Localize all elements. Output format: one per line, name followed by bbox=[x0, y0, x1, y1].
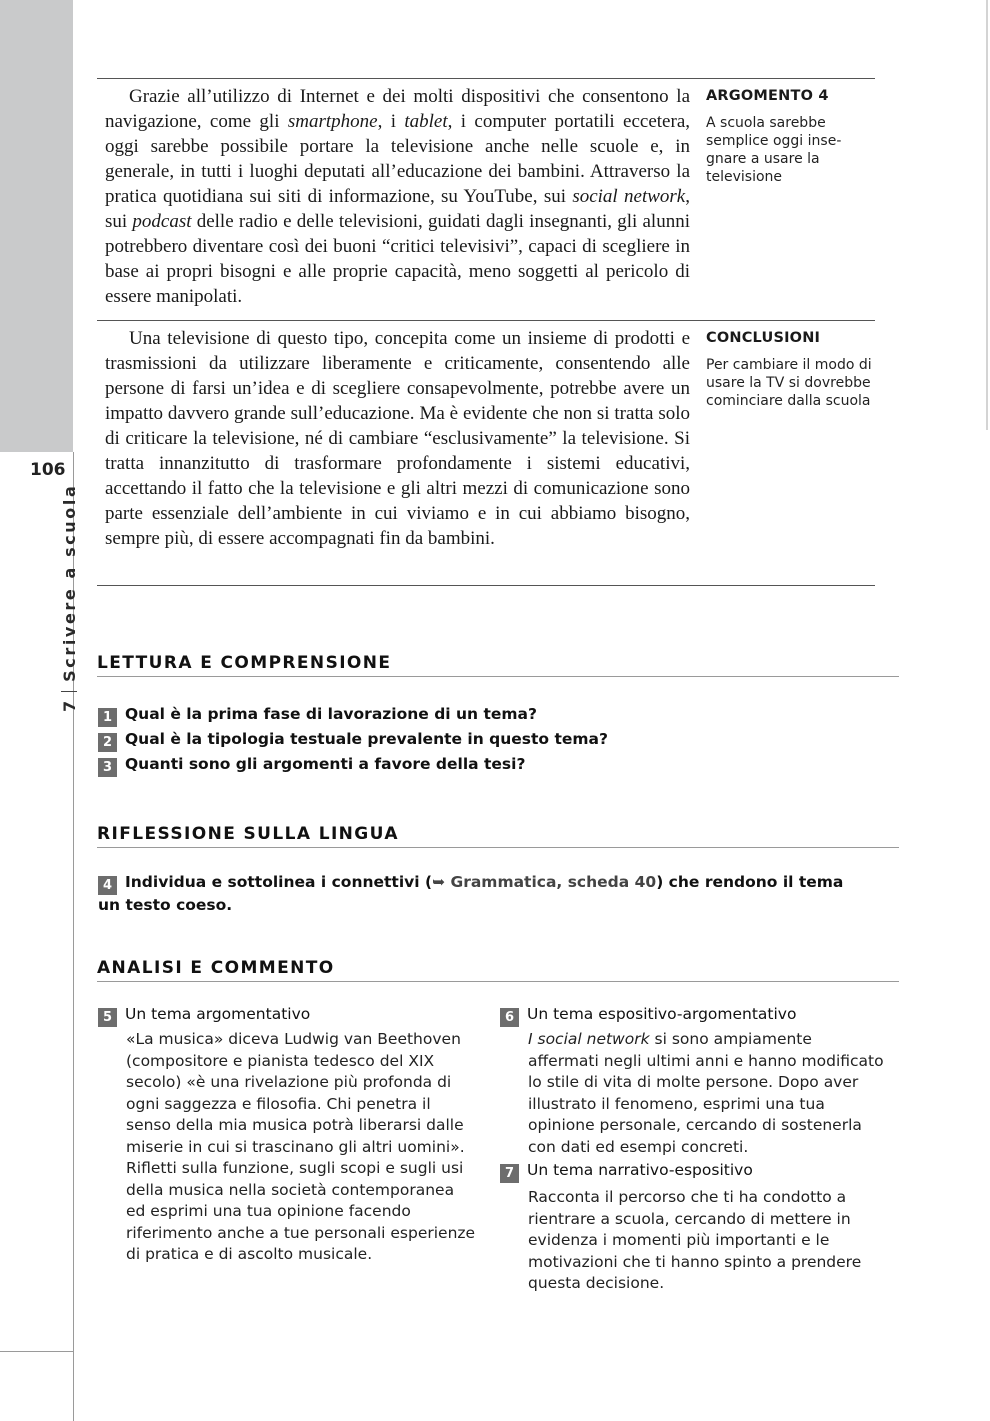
task-text: «La musica» diceva Ludwig van Beethoven (compositore e pianista tedesco del XIX secolo) «è una rivelazione più profonda di ogni saggezza e filosofia. Chi penetra il senso della mia musica potrà liberarsi dalle miserie in cui si trascinano gli altri uomini». Rifletti sulla funzione, sugli scopi e sugli usi della musica nella società contemporanea ed esprimi una tua opinione facendo riferimento anche a tue personali esperienze di pratica e di ascolto musicale. bbox=[126, 1030, 476, 1263]
task-title: Un tema argomentativo bbox=[125, 1005, 311, 1023]
task-text-rest: si sono ampiamente affermati negli ultimi anni e hanno modificato lo stile di vita di molte persone. Dopo aver illustrato il fenomeno, esprimi una tua opinione personale, cercando di sostenerla con dati ed esempi concreti. bbox=[528, 1030, 884, 1156]
question-text-start: Individua e sottolinea i connettivi ( bbox=[125, 873, 433, 891]
note-text: A scuola sarebbe semplice oggi inse-gnare a usare la televisione bbox=[706, 115, 842, 185]
question-4 bbox=[98, 872, 868, 916]
note-title: ARGOMENTO 4 bbox=[706, 88, 829, 104]
running-head bbox=[60, 484, 79, 712]
task-number-badge: 6 bbox=[500, 1008, 519, 1027]
task-title: Un tema narrativo-espositivo bbox=[527, 1161, 753, 1179]
task-number-badge: 7 bbox=[500, 1164, 519, 1183]
question-number-badge: 3 bbox=[98, 758, 117, 777]
grammar-reference-link[interactable]: Grammatica, scheda 40 bbox=[450, 873, 657, 891]
running-head-divider bbox=[61, 691, 77, 692]
passage-text: Una televisione di questo tipo, concepita come un insieme di prodotti e trasmissioni da utilizzare liberamente e criticamente, consentendo alle persone di farsi un’idea e di scegliere consapevolmente, potrebbe avere un impatto davvero grande sull’educazione. Ma è evidente che non si tratta solo di criticare la televisione, né di cambiare “esclusivamente” la televisione. Si tratta innanzitutto di trasformare profondamente i sistemi educativi, accettando il fatto che la televisione e gli altri mezzi di comunicazione sono parte essenziale dell’ambiente in cui viviamo e in cui abbiamo bisogno, sempre più, di essere accompagnati fin da bambini. bbox=[105, 328, 690, 549]
margin-bottom-rule bbox=[0, 1351, 73, 1352]
margin-note bbox=[706, 85, 876, 186]
question-number-badge: 2 bbox=[98, 733, 117, 752]
note-text: Per cambiare il modo di usare la TV si dovrebbe cominciare dalla scuola bbox=[706, 357, 872, 409]
page-edge bbox=[986, 0, 988, 430]
margin-band bbox=[0, 0, 73, 452]
task-text-emphasis: I social network bbox=[528, 1030, 650, 1048]
question-1 bbox=[98, 704, 868, 727]
question-text-end: ) che rendono il tema un testo coeso. bbox=[98, 873, 844, 914]
section-heading-lettura: LETTURA E COMPRENSIONE bbox=[97, 653, 899, 677]
question-number-badge: 1 bbox=[98, 708, 117, 727]
chapter-title: Scrivere a scuola bbox=[60, 483, 79, 682]
passage-argomento-4 bbox=[97, 78, 875, 320]
page-number: 106 bbox=[30, 460, 66, 480]
task-5 bbox=[98, 1004, 478, 1266]
passage-text: Grazie all’utilizzo di Internet e dei molti dispositivi che consentono la navigazione, come gli smartphone, i tablet, i computer portatili eccetera, oggi sarebbe possibile portare la televisione anche nelle scuole e, in generale, in tutti i luoghi deputati all’educazione dei bambini. Attraverso la pratica quotidiana sui siti di informazione, su YouTube, sui social network, sui podcast delle radio e delle televisioni, guidati dagli insegnanti, gli alunni potrebbero diventare così dei buoni “critici televisivi”, capaci di scegliere in base ai propri bisogni e alle proprie capacità, meno soggetti al pericolo di essere manipolati. bbox=[105, 86, 691, 307]
question-number-badge: 4 bbox=[98, 876, 117, 895]
arrow-right-icon: ➥ bbox=[432, 873, 446, 891]
question-3 bbox=[98, 754, 868, 777]
task-number-badge: 5 bbox=[98, 1008, 117, 1027]
task-heading bbox=[98, 1004, 478, 1027]
note-title: CONCLUSIONI bbox=[706, 330, 821, 346]
task-text: Racconta il percorso che ti ha condotto a rientrare a scuola, cercando di mettere in evidenza i momenti più importanti e le motivazioni che ti hanno spinto a prendere questa decisione. bbox=[528, 1188, 862, 1292]
task-text bbox=[500, 1029, 885, 1158]
question-text: Qual è la prima fase di lavorazione di un tema? bbox=[125, 705, 538, 723]
question-text: Quanti sono gli argomenti a favore della tesi? bbox=[125, 755, 526, 773]
section-heading-analisi: ANALISI E COMMENTO bbox=[97, 958, 899, 982]
task-title: Un tema espositivo-argomentativo bbox=[527, 1005, 797, 1023]
question-2 bbox=[98, 729, 868, 752]
section-heading-riflessione: RIFLESSIONE SULLA LINGUA bbox=[97, 824, 899, 848]
task-heading bbox=[500, 1004, 885, 1027]
chapter-number: 7 bbox=[60, 700, 79, 712]
passage-end-rule bbox=[97, 585, 875, 586]
task-7 bbox=[500, 1160, 885, 1295]
task-heading bbox=[500, 1160, 885, 1183]
passage-conclusioni bbox=[97, 320, 875, 585]
question-text: Qual è la tipologia testuale prevalente in questo tema? bbox=[125, 730, 609, 748]
task-6 bbox=[500, 1004, 885, 1158]
margin-note bbox=[706, 327, 876, 410]
